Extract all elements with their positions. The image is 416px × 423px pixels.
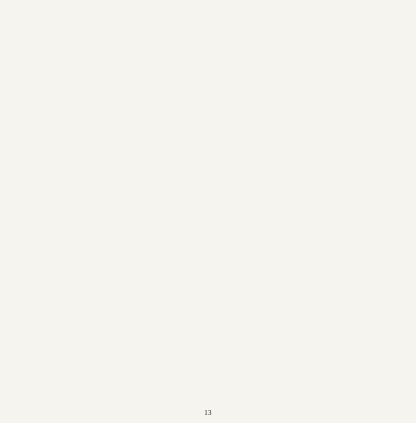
left-column xyxy=(14,10,203,403)
two-column-body xyxy=(14,10,404,403)
page-number: 13 xyxy=(204,409,212,417)
right-column xyxy=(215,10,404,403)
left-paragraph-1 xyxy=(14,10,203,18)
right-paragraph-1 xyxy=(215,10,404,18)
right-paragraph-4 xyxy=(215,43,404,51)
right-paragraph-2 xyxy=(215,21,404,29)
left-paragraph-2 xyxy=(14,21,203,29)
right-paragraph-3 xyxy=(215,32,404,40)
left-paragraph-3 xyxy=(14,32,203,40)
left-paragraph-4 xyxy=(14,43,203,51)
